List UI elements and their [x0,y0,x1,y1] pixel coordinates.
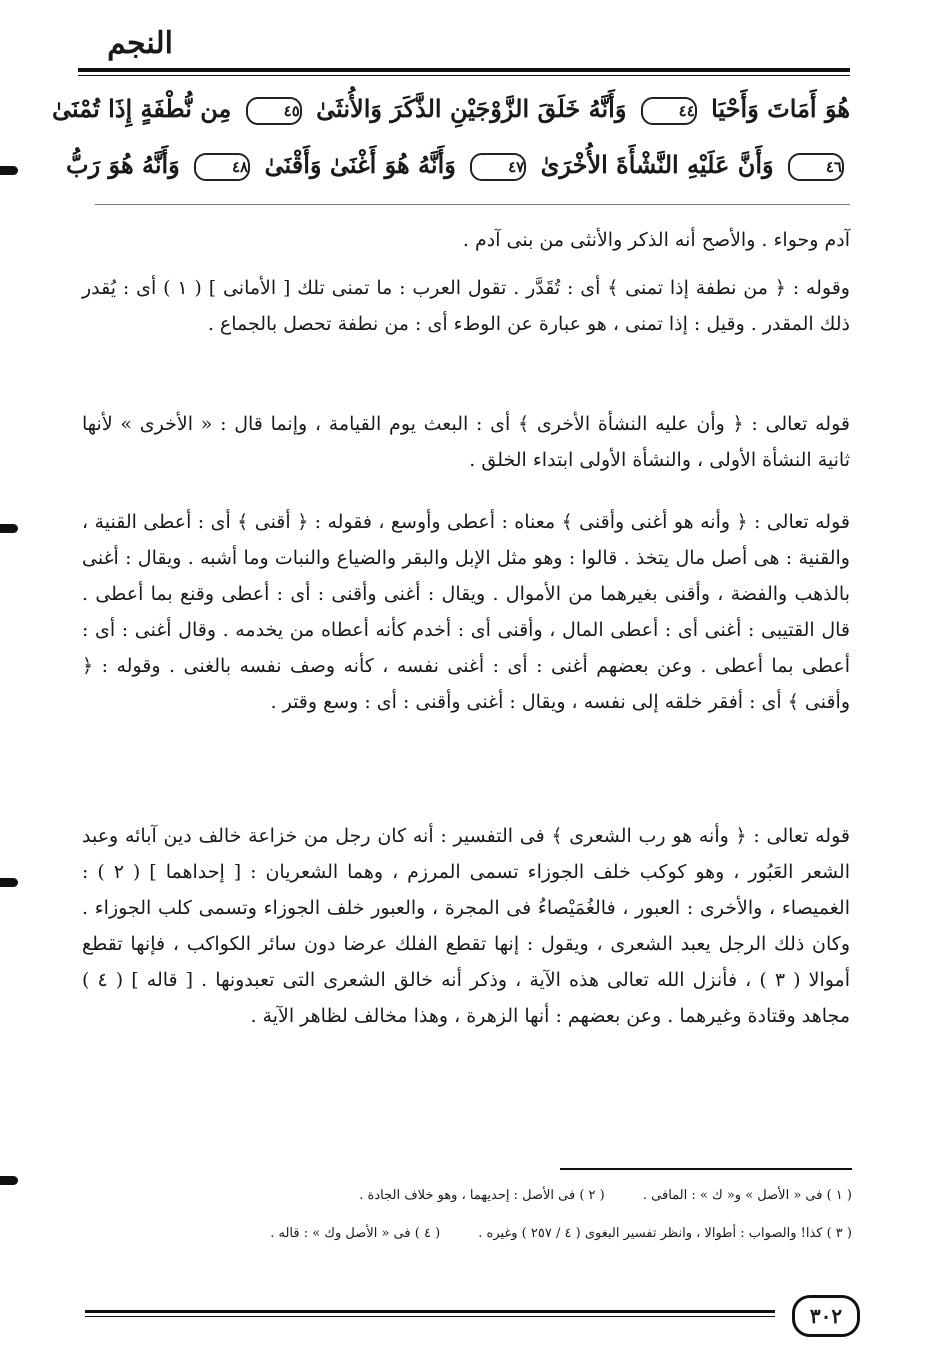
verse-text: وَأَنَّهُ هُوَ رَبُّ [66,150,180,179]
page-number: ٣٠٢ [792,1295,860,1337]
commentary-paragraph: وقوله : ﴿ من نطفة إذا تمنى ﴾ أى : تُقَدَّر . تقول العرب : ما تمنى تلك [ الأمانى ] ( ١ ) أى : يُقدر ذلك المقدر . وقيل : إذا تمنى ، هو عبارة عن الوطء أى : من نطفة تحصل بالجماع . [82,277,850,335]
verse-number: ٤٥ [246,97,302,125]
verse-line-1 [52,86,850,132]
verse-number: ٤٦ [788,153,844,181]
commentary-paragraph: آدم وحواء . والأصح أنه الذكر والأنثى من بنى آدم . [462,229,850,251]
footnote: ( ٤ ) فى « الأصل وك » : قاله . [270,1226,441,1241]
footnote-rule [560,1168,852,1170]
commentary-paragraph: قوله تعالى : ﴿ وأن عليه النشأة الأخرى ﴾ أى : البعث يوم القيامة ، وإنما قال : « الأخرى » لأنها ثانية النشأة الأولى ، والنشأة الأولى ابتداء الخلق . [82,413,850,471]
verse-text: هُوَ أَمَاتَ وَأَحْيَا [711,94,850,123]
margin-mark [0,166,18,175]
verse-number: ٤٨ [194,153,250,181]
footnote: ( ٣ ) كذا! والصواب : أطوالا ، وانظر تفسير البغوى ( ٤ / ٢٥٧ ) وغيره . [478,1226,852,1241]
footer-rule-thin [85,1316,775,1317]
header-rule-thin [78,75,850,76]
verse-line-2 [66,142,850,188]
header-rule [78,68,850,72]
verse-separator [95,204,850,205]
footnote: ( ١ ) فى « الأصل » و« ك » : المافى . [642,1188,852,1203]
commentary-paragraph: قوله تعالى : ﴿ وأنه هو أغنى وأقنى ﴾ معناه : أعطى وأوسع ، فقوله : ﴿ أقنى ﴾ أى : أعطى القنية ، والقنية : هى أصل مال يتخذ . قالوا : وهو مثل الإبل والبقر والضياع والنبات وما أشبه . ويقال : أغنى بالذهب والفضة ، وأقنى بغيرهما من الأموال . ويقال : أغنى وأقنى : أى : أعطى وقنع بما أعطى . قال القتيبى : أغنى أى : أعطى المال ، وأقنى أى : أخدم كأنه أعطاه من يخدمه . وقال أغنى : أى : أعطى بما أعطى . وعن بعضهم أغنى : أى : أغنى نفسه ، كأنه وصف نفسه بالغنى . وقوله : ﴿ وأقنى ﴾ أى : أفقر خلقه إلى نفسه ، ويقال : أغنى وأقنى : أى : وسع وقتر . [82,511,850,713]
surah-title: النجم [107,26,173,61]
footnote: ( ٢ ) فى الأصل : إحديهما ، وهو خلاف الجادة . [359,1188,605,1203]
verse-text: مِن نُّطْفَةٍ إِذَا تُمْنَىٰ [52,94,232,123]
footnote-line [95,1222,852,1246]
verse-number: ٤٤ [641,97,697,125]
margin-mark [0,878,18,887]
verse-text: وَأَنَّ عَلَيْهِ النَّشْأَةَ الأُخْرَىٰ [540,150,774,179]
footer-rule [85,1310,775,1313]
verse-number: ٤٧ [470,153,526,181]
commentary-paragraph: قوله تعالى : ﴿ وأنه هو رب الشعرى ﴾ فى التفسير : أنه كان رجل من خزاعة خالف دين آبائه وعبد الشعر العَبُور ، وهو كوكب خلف الجوزاء تسمى المرزم ، وهما الشعريان : [ إحداهما ] ( ٢ ) : الغميصاء ، والأخرى : العبور ، فالغُمَيْصاءُ فى المجرة ، والعبور خلف الجوزاء وتسمى كلب الجوزاء . وكان ذلك الرجل يعبد الشعرى ، ويقول : إنها تقطع الفلك عرضا دون سائر الكواكب ، فإنها تقطع أموالا ( ٣ ) ، فأنزل الله تعالى هذه الآية ، وذكر أنه خالق الشعرى التى تعبدونها . [ قاله ] ( ٤ ) مجاهد وقتادة وغيرهما . وعن بعضهم : أنها الزهرة ، وهذا مخالف لظاهر الآية . [82,825,850,1027]
margin-mark [0,1176,18,1185]
footnote-line [95,1184,852,1208]
margin-mark [0,524,18,533]
verse-text: وَأَنَّهُ هُوَ أَغْنَىٰ وَأَقْنَىٰ [264,150,456,179]
verse-text: وَأَنَّهُ خَلَقَ الزَّوْجَيْنِ الذَّكَرَ وَالأُنثَىٰ [316,94,627,123]
